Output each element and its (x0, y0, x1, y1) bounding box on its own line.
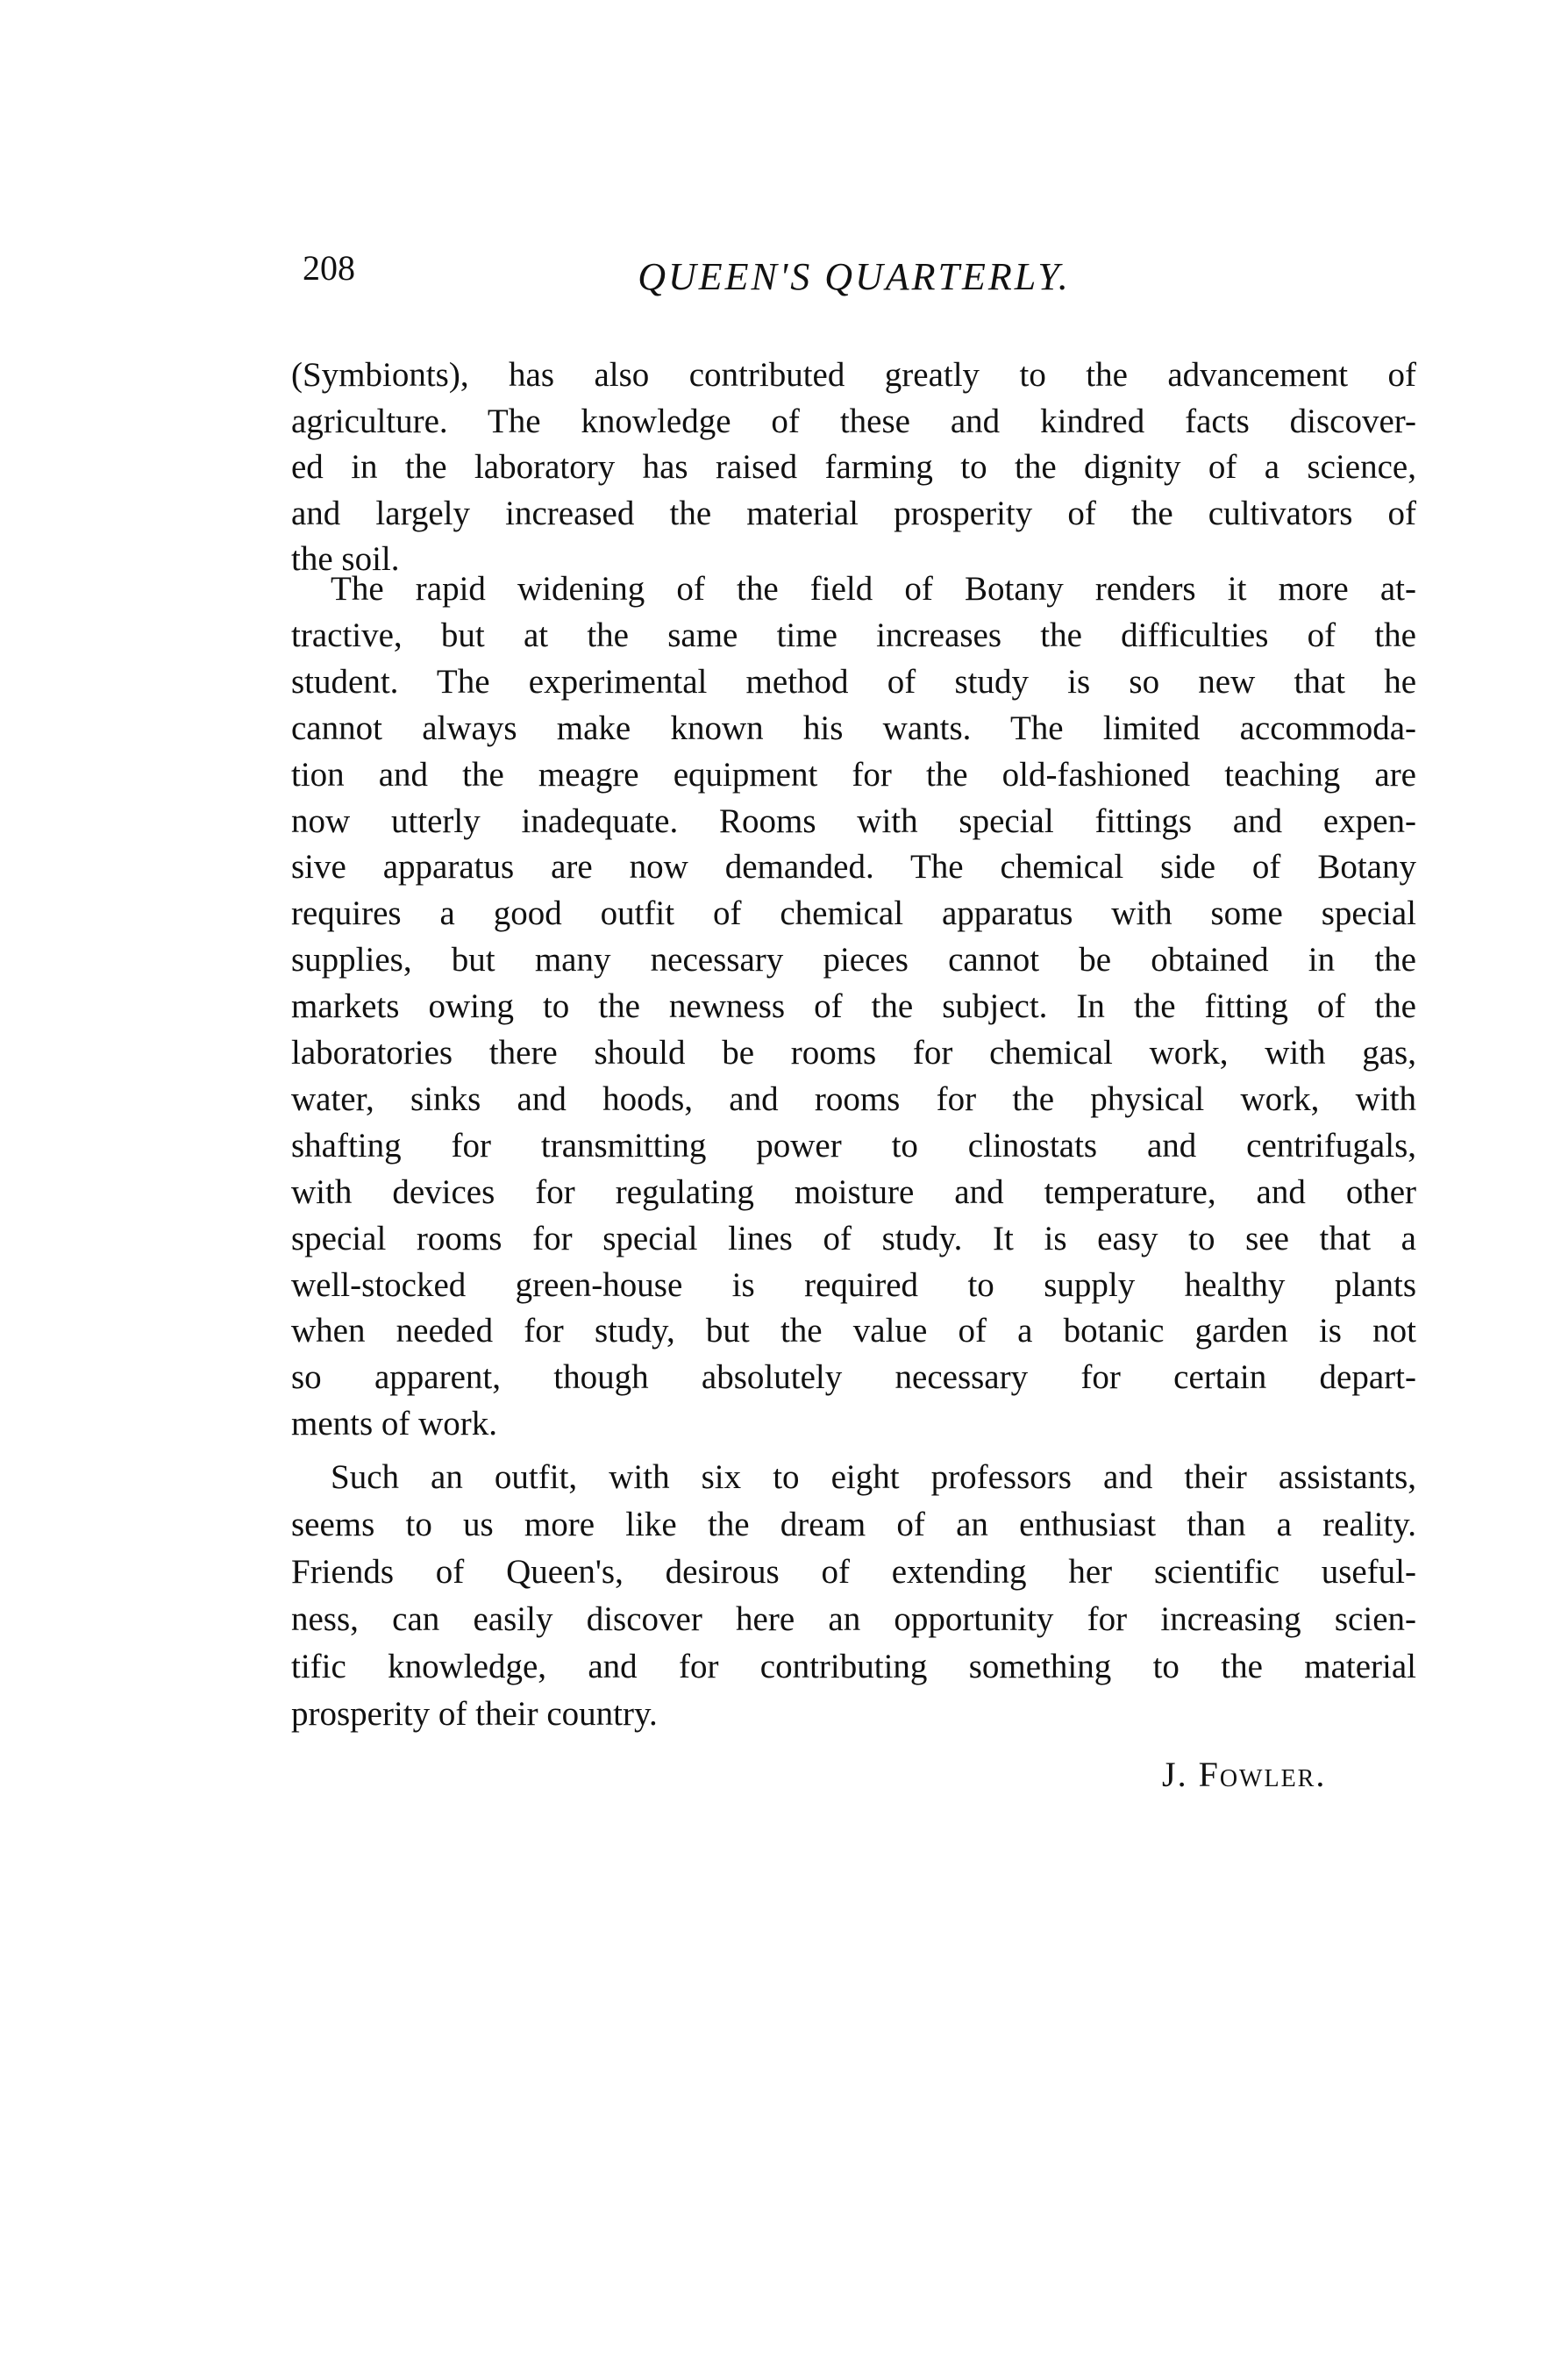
paragraph-2-line: water, sinks and hoods, and rooms for the physical work, with (291, 1079, 1416, 1118)
paragraph-2-line: supplies, but many necessary pieces cannot be obtained in the (291, 941, 1416, 979)
paragraph-1-line: agriculture. The knowledge of these and kindred facts discover- (291, 402, 1416, 440)
author-name: Fowler. (1198, 1755, 1327, 1794)
paragraph-2-line: The rapid widening of the field of Botany renders it more at- (331, 570, 1416, 608)
paragraph-2-line: cannot always make known his wants. The limited accommoda- (291, 709, 1416, 747)
paragraph-2-line: with devices for regulating moisture and temperature, and other (291, 1172, 1416, 1211)
paragraph-2-line: well-stocked green-house is required to supply healthy plants (291, 1265, 1416, 1304)
paragraph-2-line: when needed for study, but the value of a botanic garden is not (291, 1312, 1416, 1350)
paragraph-1-line: ed in the laboratory has raised farming to the dignity of a science, (291, 448, 1416, 486)
paragraph-1-line: the soil. (291, 540, 400, 578)
paragraph-2-line: now utterly inadequate. Rooms with special fittings and expen- (291, 801, 1416, 840)
paragraph-2-line: sive apparatus are now demanded. The chemical side of Botany (291, 848, 1416, 887)
paragraph-2-line: student. The experimental method of study is so new that he (291, 662, 1416, 701)
paragraph-3-line: Friends of Queen's, desirous of extending her scientific useful- (291, 1553, 1416, 1591)
page-number: 208 (303, 248, 355, 288)
paragraph-3-line: tific knowledge, and for contributing something to the material (291, 1648, 1416, 1685)
paragraph-2-line: laboratories there should be rooms for chemical work, with gas, (291, 1034, 1416, 1072)
paragraph-2-line: ments of work. (291, 1405, 498, 1443)
paragraph-1-line: (Symbionts), has also contributed greatly to the advancement of (291, 356, 1416, 394)
paragraph-2-line: requires a good outfit of chemical apparatus with some special (291, 894, 1416, 933)
author-signature (1162, 1754, 1326, 1795)
paragraph-2-line: special rooms for special lines of study. It is easy to see that a (291, 1219, 1416, 1257)
paragraph-2-line: shafting for transmitting power to clinostats and centrifugals, (291, 1126, 1416, 1165)
paragraph-1-line: and largely increased the material prosperity of the cultivators of (291, 494, 1416, 532)
paragraph-2-line: tractive, but at the same time increases the difficulties of the (291, 616, 1416, 654)
running-title: QUEEN'S QUARTERLY. (638, 255, 1071, 298)
paragraph-3-line: Such an outfit, with six to eight professors and their assistants, (331, 1458, 1416, 1496)
paragraph-2-line: tion and the meagre equipment for the old-fashioned teaching are (291, 755, 1416, 794)
paragraph-2-line: markets owing to the newness of the subject. In the fitting of the (291, 987, 1416, 1026)
author-initial: J. (1162, 1755, 1188, 1794)
paragraph-2-line: so apparent, though absolutely necessary for certain depart- (291, 1358, 1416, 1397)
paragraph-3-line: ness, can easily discover here an opportunity for increasing scien- (291, 1600, 1416, 1638)
paragraph-3-line: seems to us more like the dream of an enthusiast than a reality. (291, 1506, 1416, 1543)
paragraph-3-line: prosperity of their country. (291, 1695, 658, 1733)
